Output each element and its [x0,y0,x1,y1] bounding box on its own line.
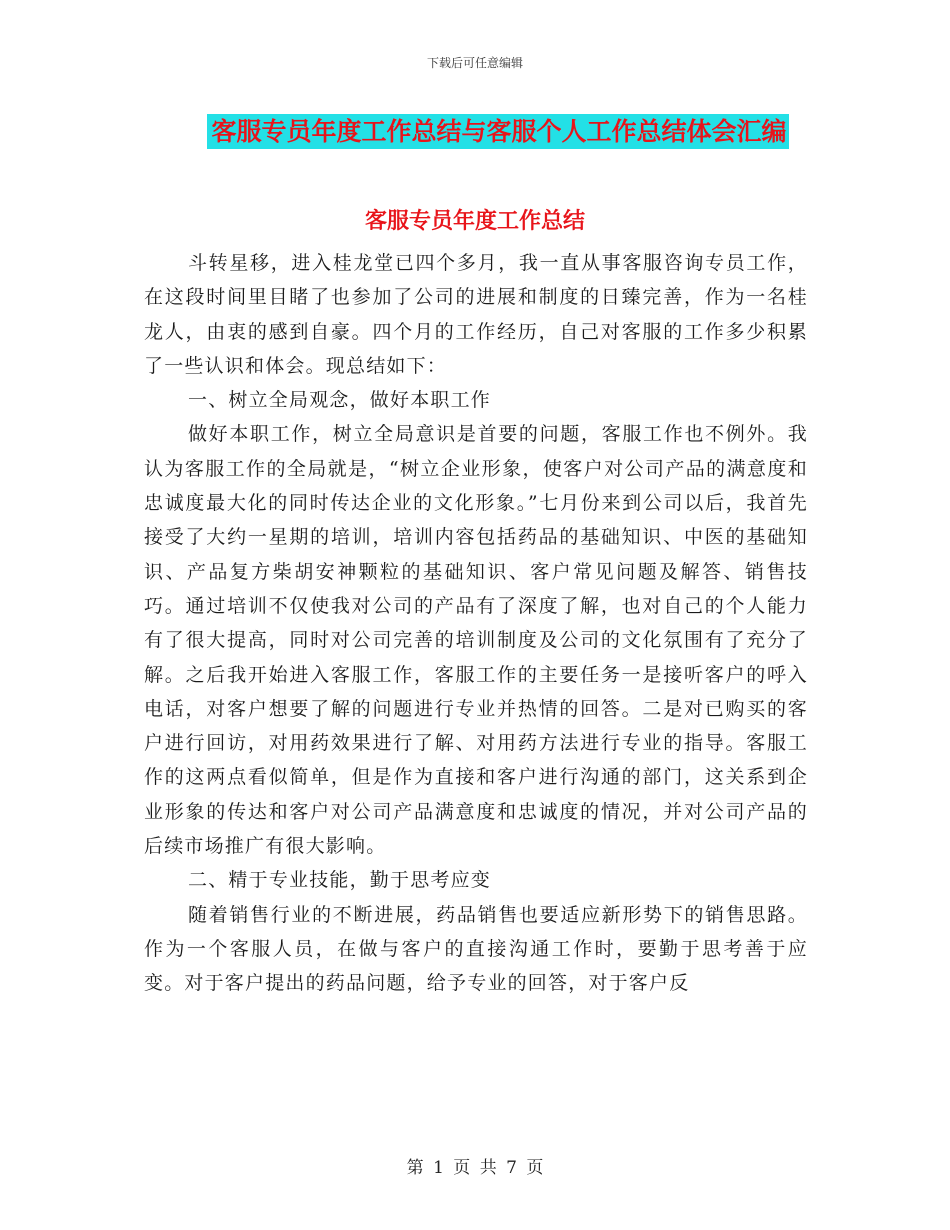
section-title: 客服专员年度工作总结 [364,209,585,234]
paragraph-intro: 斗转星移，进入桂龙堂已四个多月，我一直从事客服咨询专员工作，在这段时间里目睹了也参加了公司的进展和制度的日臻完善，作为一名桂龙人，由衷的感到自豪。四个月的工作经历，自己对客服的工作多少积累了一些认识和体会。现总结如下： [144,252,808,377]
document-title [0,112,950,148]
paragraph-section-1: 做好本职工作，树立全局意识是首要的问题，客服工作也不例外。我认为客服工作的全局就是，“树立企业形象，使客户对公司产品的满意度和忠诚度最大化的同时传达企业的文化形象。”七月份来到公司以后，我首先接受了大约一星期的培训，培训内容包括药品的基础知识、中医的基础知识、产品复方柴胡安神颗粒的基础知识、客户常见问题及解答、销售技巧。通过培训不仅使我对公司的产品有了深度了解，也对自己的个人能力有了很大提高，同时对公司完善的培训制度及公司的文化氛围有了充分了解。之后我开始进入客服工作，客服工作的主要任务一是接听客户的呼入电话，对客户想要了解的问题进行专业并热情的回答。二是对已购买的客户进行回访，对用药效果进行了解、对用药方法进行专业的指导。客服工作的这两点看似简单，但是作为直接和客户进行沟通的部门，这关系到企业形象的传达和客户对公司产品满意度和忠诚度的情况，并对公司产品的后续市场推广有很大影响。 [144,423,808,858]
paragraph-heading-2: 二、精于专业技能，勤于思考应变 [188,869,492,892]
paragraph-heading-1: 一、树立全局观念，做好本职工作 [188,389,492,412]
body-text [144,246,808,1001]
paragraph-section-2: 随着销售行业的不断进展，药品销售也要适应新形势下的销售思路。作为一个客服人员，在做与客户的直接沟通工作时，要勤于思考善于应变。对于客户提出的药品问题，给予专业的回答，对于客户反 [144,903,808,995]
document-title-text: 客服专员年度工作总结与客服个人工作总结体会汇编 [207,114,788,149]
page-footer: 第 1 页 共 7 页 [406,1158,544,1178]
header-note: 下载后可任意编辑 [426,56,523,70]
